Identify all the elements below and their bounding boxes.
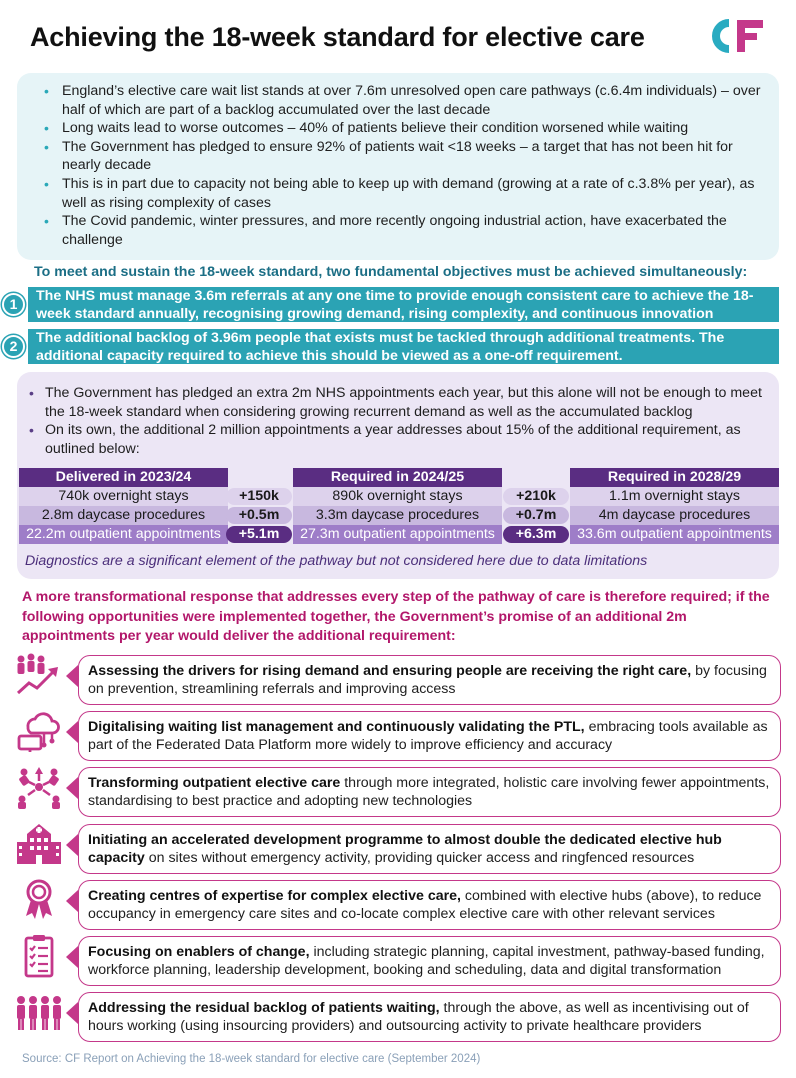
table-column-header: Required in 2028/29 (570, 468, 779, 487)
opportunity-card (78, 880, 781, 930)
pointer-arrow-icon (64, 946, 78, 968)
people-group-icon (14, 990, 64, 1034)
opportunity-description: through the above, as well as incentivising out of hours working (using insourcing providers) and outsourcing activity to private healthcare providers (88, 1000, 749, 1035)
delta-badge: +210k (503, 488, 569, 505)
opportunity-description: by focusing on prevention, streamlining referrals and improving access (88, 663, 767, 698)
source-footnote: Source: CF Report on Achieving the 18-week standard for elective care (September 2024) (22, 1053, 481, 1065)
context-panel (17, 73, 779, 260)
opportunity-title: Transforming outpatient elective care (88, 775, 341, 791)
opportunity-title: Digitalising waiting list management and continuously validating the PTL, (88, 719, 585, 735)
table-cell: 740k overnight stays (19, 487, 228, 506)
table-column-header: Required in 2024/25 (293, 468, 502, 487)
opportunity-description: combined with elective hubs (above), to reduce occupancy in emergency care sites and co-locate complex elective care with other relevant services (88, 888, 762, 923)
table-cell: 27.3m outpatient appointments (293, 525, 502, 544)
opportunity-title: Initiating an accelerated development programme to almost double the dedicated elective hub capacity (88, 832, 722, 867)
delta-badge: +150k (226, 488, 292, 505)
opportunity-card (78, 711, 781, 761)
opportunity-description: through more integrated, holistic care involving fewer appointments, standardising to best practice and adopting new technologies (88, 775, 770, 810)
pointer-arrow-icon (64, 890, 78, 912)
delta-badge: +6.3m (503, 526, 569, 543)
table-cell: 890k overnight stays (293, 487, 502, 506)
opportunity-title: Addressing the residual backlog of patients waiting, (88, 1000, 440, 1016)
diagnostics-note: Diagnostics are a significant element of the pathway but not considered here due to data limitations (25, 553, 648, 569)
table-column-required-2024-25 (293, 468, 502, 544)
pledge-bullet: • The Government has pledged an extra 2m NHS appointments each year, but this alone will not be enough to meet the 18-week standard when considering growing recurrent demand as well as the accumulated backlog (27, 384, 767, 421)
opportunity-description: including strategic planning, capital investment, pathway-based funding, workforce planning, leadership development, booking and scheduling, data and digital transformation (88, 944, 765, 979)
context-bullet: • Long waits lead to worse outcomes – 40% of patients believe their condition worsened while waiting (44, 119, 767, 138)
objective-1-banner: The NHS must manage 3.6m referrals at any one time to provide enough consistent care to achieve the 18-week standard annually, recognising growing demand, rising complexity, and continuous innovation (28, 287, 779, 322)
table-cell: 4m daycase procedures (570, 506, 779, 525)
table-cell: 2.8m daycase procedures (19, 506, 228, 525)
pointer-arrow-icon (64, 665, 78, 687)
context-bullet: • This is in part due to capacity not being able to keep up with demand (growing at a rate of c.3.8% per year), as well as rising complexity of cases (44, 175, 767, 212)
pledge-bullet: • On its own, the additional 2 million appointments a year addresses about 15% of the additional requirement, as outlined below: (27, 421, 767, 458)
hospital-building-icon (14, 822, 64, 866)
pointer-arrow-icon (64, 777, 78, 799)
table-cell: 3.3m daycase procedures (293, 506, 502, 525)
table-cell: 22.2m outpatient appointments (19, 525, 228, 544)
clipboard-checklist-icon (14, 934, 64, 978)
opportunities-intro: A more transformational response that addresses every step of the pathway of care is therefore required; if the following opportunities were implemented together, the Government’s promise of an additional 2m appointments per year would deliver the additional requirement: (22, 589, 770, 645)
table-cell: 33.6m outpatient appointments (570, 525, 779, 544)
opportunity-card (78, 936, 781, 986)
context-bullet: • The Covid pandemic, winter pressures, and more recently ongoing industrial action, have exacerbated the challenge (44, 212, 767, 249)
opportunity-title: Focusing on enablers of change, (88, 944, 310, 960)
objective-2-number-badge: 2 (2, 335, 25, 358)
table-cell: 1.1m overnight stays (570, 487, 779, 506)
opportunity-description: embracing tools available as part of the Federated Data Platform more widely to improve efficiency and accuracy (88, 719, 768, 754)
people-growth-icon (14, 653, 64, 697)
opportunity-title: Creating centres of expertise for complex elective care, (88, 888, 461, 904)
delta-badge: +5.1m (226, 526, 292, 543)
table-column-required-2028-29 (570, 468, 779, 544)
opportunity-card (78, 824, 781, 874)
people-arrows-icon (14, 765, 64, 809)
context-bullet: • The Government has pledged to ensure 92% of patients wait <18 weeks – a target that has not been hit for nearly decade (44, 138, 767, 175)
award-ribbon-icon (14, 878, 64, 922)
context-bullet: • England’s elective care wait list stands at over 7.6m unresolved open care pathways (c.6.4m individuals) – over half of which are part of a backlog accumulated over the last decade (44, 82, 767, 119)
objective-1-number-badge: 1 (2, 293, 25, 316)
opportunity-title: Assessing the drivers for rising demand and ensuring people are receiving the right care, (88, 663, 692, 679)
pointer-arrow-icon (64, 721, 78, 743)
page-title: Achieving the 18-week standard for elective care (30, 22, 645, 52)
opportunity-card (78, 992, 781, 1042)
opportunity-card (78, 655, 781, 705)
pointer-arrow-icon (64, 1002, 78, 1024)
cloud-computer-icon (14, 709, 64, 753)
table-column-delivered-2023-24 (19, 468, 228, 544)
cf-logo (702, 14, 774, 58)
delta-badge: +0.7m (503, 507, 569, 524)
objective-2-banner: The additional backlog of 3.96m people that exists must be tackled through additional treatments. The additional capacity required to achieve this should be viewed as a one-off requirement. (28, 329, 779, 364)
opportunity-card (78, 767, 781, 817)
pointer-arrow-icon (64, 834, 78, 856)
table-column-header: Delivered in 2023/24 (19, 468, 228, 487)
opportunity-description: on sites without emergency activity, providing quicker access and ringfenced resources (144, 850, 695, 867)
objectives-heading: To meet and sustain the 18-week standard, two fundamental objectives must be achieved simultaneously: (34, 264, 748, 280)
delta-badge: +0.5m (226, 507, 292, 524)
